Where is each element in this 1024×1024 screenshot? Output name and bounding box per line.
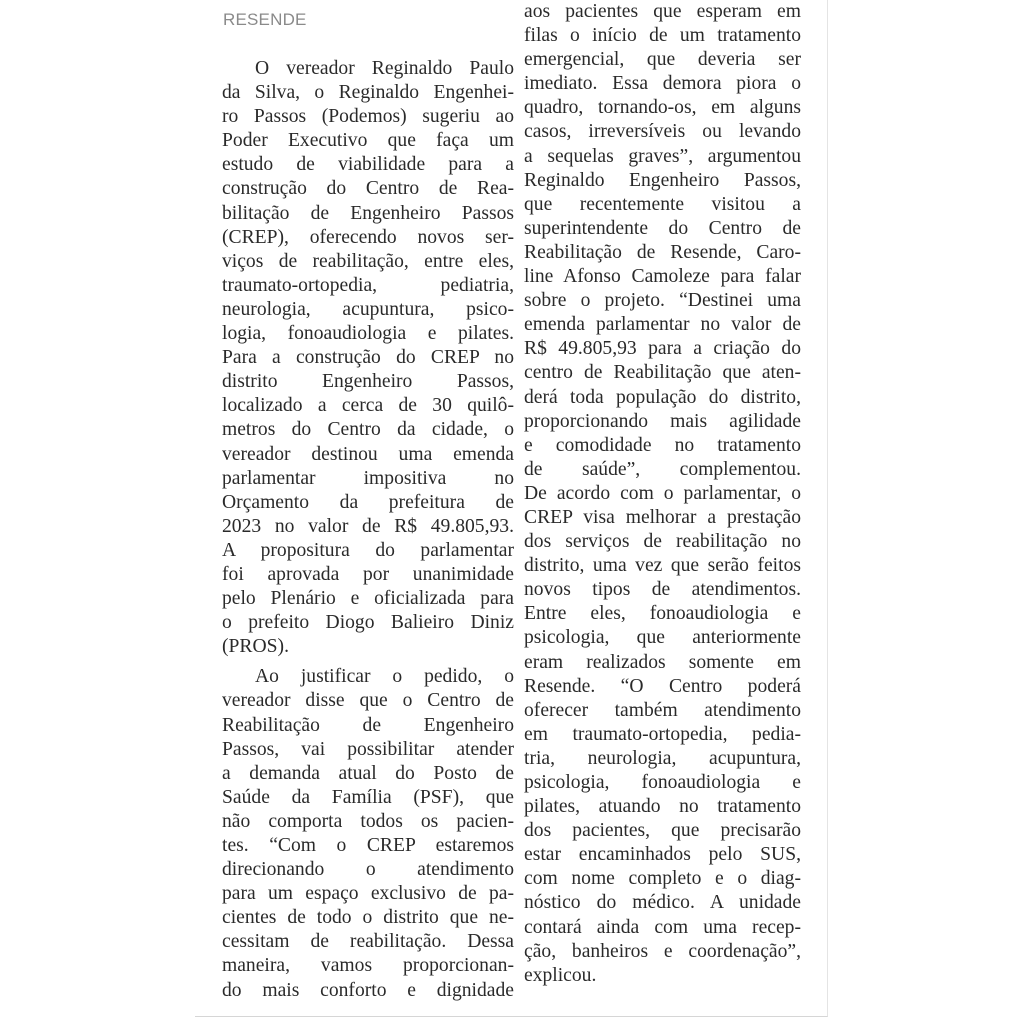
text-line: em traumato-ortopedia, pedia-: [524, 723, 801, 745]
text-line: proporcionando mais agilidade: [524, 410, 801, 432]
text-line: psicologia, fonoaudiologia e: [524, 772, 801, 793]
text-line: (PROS).: [222, 636, 289, 658]
text-line: a sequelas graves”, argumentou: [524, 145, 801, 167]
text-line: ção, banheiros e coordenação”,: [524, 940, 801, 962]
text-line: de saúde”, complementou.: [524, 458, 801, 480]
text-line: 2023 no valor de R$ 49.805,93.: [222, 515, 514, 537]
text-line: da Silva, o Reginaldo Engenhei-: [222, 82, 514, 104]
text-line: foi aprovada por unanimidade: [222, 563, 514, 585]
text-line: tes. “Com o CREP estaremos: [222, 835, 514, 856]
text-line: cessitam de reabilitação. Dessa: [222, 931, 514, 953]
text-line: vereador disse que o Centro de: [222, 690, 514, 712]
text-line: contará ainda com uma recep-: [524, 916, 801, 938]
text-line: O vereador Reginaldo Paulo: [255, 58, 514, 79]
text-line: Entre eles, fonoaudiologia e: [524, 603, 801, 625]
text-line: traumato-ortopedia, pediatria,: [222, 274, 514, 296]
text-line: oferecer também atendimento: [524, 699, 801, 721]
text-line: Resende. “O Centro poderá: [524, 675, 801, 697]
text-line: pilates, atuando no tratamento: [524, 796, 801, 818]
text-line: filas o início de um tratamento: [524, 25, 801, 47]
text-line: quadro, tornando-os, em alguns: [524, 97, 801, 119]
text-line: viços de reabilitação, entre eles,: [222, 250, 514, 272]
paragraph-1: [222, 57, 514, 659]
text-line: Ao justificar o pedido, o: [255, 666, 514, 688]
text-line: dos pacientes, que precisarão: [524, 820, 801, 842]
text-line: aos pacientes que esperam em: [524, 1, 801, 22]
text-line: R$ 49.805,93 para a criação do: [524, 338, 801, 360]
text-line: construção do Centro de Rea-: [222, 178, 514, 200]
text-line: CREP visa melhorar a prestação: [524, 506, 801, 528]
text-line: maneira, vamos proporcionan-: [222, 955, 514, 977]
text-line: direcionando o atendimento: [222, 859, 514, 881]
text-line: imediato. Essa demora piora o: [524, 73, 801, 95]
text-line: emergencial, que deveria ser: [524, 49, 801, 71]
text-line: Reabilitação de Engenheiro: [222, 714, 514, 736]
text-line: De acordo com o parlamentar, o: [524, 482, 801, 504]
text-line: Reginaldo Engenheiro Passos,: [524, 169, 801, 191]
text-line: superintendente do Centro de: [524, 217, 801, 239]
text-line: pelo Plenário e oficializada para: [222, 588, 514, 610]
text-line: a demanda atual do Posto de: [222, 762, 514, 784]
text-line: ro Passos (Podemos) sugeriu ao: [222, 106, 514, 128]
text-line: Poder Executivo que faça um: [222, 130, 514, 152]
text-line: bilitação de Engenheiro Passos: [222, 202, 514, 224]
text-line: dos serviços de reabilitação no: [524, 531, 801, 553]
text-line: eram realizados somente em: [524, 651, 801, 673]
text-line: com nome completo e o diag-: [524, 868, 801, 890]
text-line: do mais conforto e dignidade: [222, 979, 514, 1001]
text-line: Para a construção do CREP no: [222, 347, 514, 369]
text-line: localizado a cerca de 30 quilô-: [222, 395, 514, 417]
text-line: Passos, vai possibilitar atender: [222, 738, 514, 760]
section-label: RESENDE: [223, 10, 307, 29]
text-line: cientes de todo o distrito que ne-: [222, 907, 514, 929]
text-line: line Afonso Camoleze para falar: [524, 266, 801, 288]
text-line: explicou.: [524, 964, 597, 986]
text-line: centro de Reabilitação que aten-: [524, 362, 801, 384]
text-line: o prefeito Diogo Balieiro Diniz: [222, 612, 514, 634]
text-line: tria, neurologia, acupuntura,: [524, 747, 801, 769]
text-line: não comporta todos os pacien-: [222, 810, 514, 832]
text-line: neurologia, acupuntura, psico-: [222, 298, 514, 320]
text-line: Saúde da Família (PSF), que: [222, 786, 514, 808]
text-line: logia, fonoaudiologia e pilates.: [222, 323, 514, 345]
paragraph-2: [222, 665, 514, 1002]
text-line: para um espaço exclusivo de pa-: [222, 883, 514, 905]
article-column-2: [524, 0, 801, 988]
text-line: estudo de viabilidade para a: [222, 154, 514, 176]
newspaper-clipping: [195, 0, 828, 1017]
text-line: parlamentar impositiva no: [222, 467, 514, 489]
text-line: distrito Engenheiro Passos,: [222, 371, 514, 393]
text-line: e comodidade no tratamento: [524, 434, 801, 456]
text-line: vereador destinou uma emenda: [222, 443, 514, 465]
text-line: Orçamento da prefeitura de: [222, 491, 514, 513]
article-column-1: [222, 57, 514, 1003]
text-line: que recentemente visitou a: [524, 193, 801, 215]
text-line: metros do Centro da cidade, o: [222, 419, 514, 441]
text-line: estar encaminhados pelo SUS,: [524, 844, 801, 866]
text-line: novos tipos de atendimentos.: [524, 579, 801, 601]
text-line: A propositura do parlamentar: [222, 539, 514, 561]
text-line: psicologia, que anteriormente: [524, 627, 801, 649]
text-line: derá toda população do distrito,: [524, 386, 801, 408]
text-line: distrito, uma vez que serão feitos: [524, 555, 801, 577]
text-line: (CREP), oferecendo novos ser-: [222, 226, 514, 248]
text-line: casos, irreversíveis ou levando: [524, 121, 801, 143]
text-line: Reabilitação de Resende, Caro-: [524, 241, 801, 263]
text-line: nóstico do médico. A unidade: [524, 892, 801, 914]
text-line: sobre o projeto. “Destinei uma: [524, 290, 801, 312]
text-line: emenda parlamentar no valor de: [524, 314, 801, 336]
